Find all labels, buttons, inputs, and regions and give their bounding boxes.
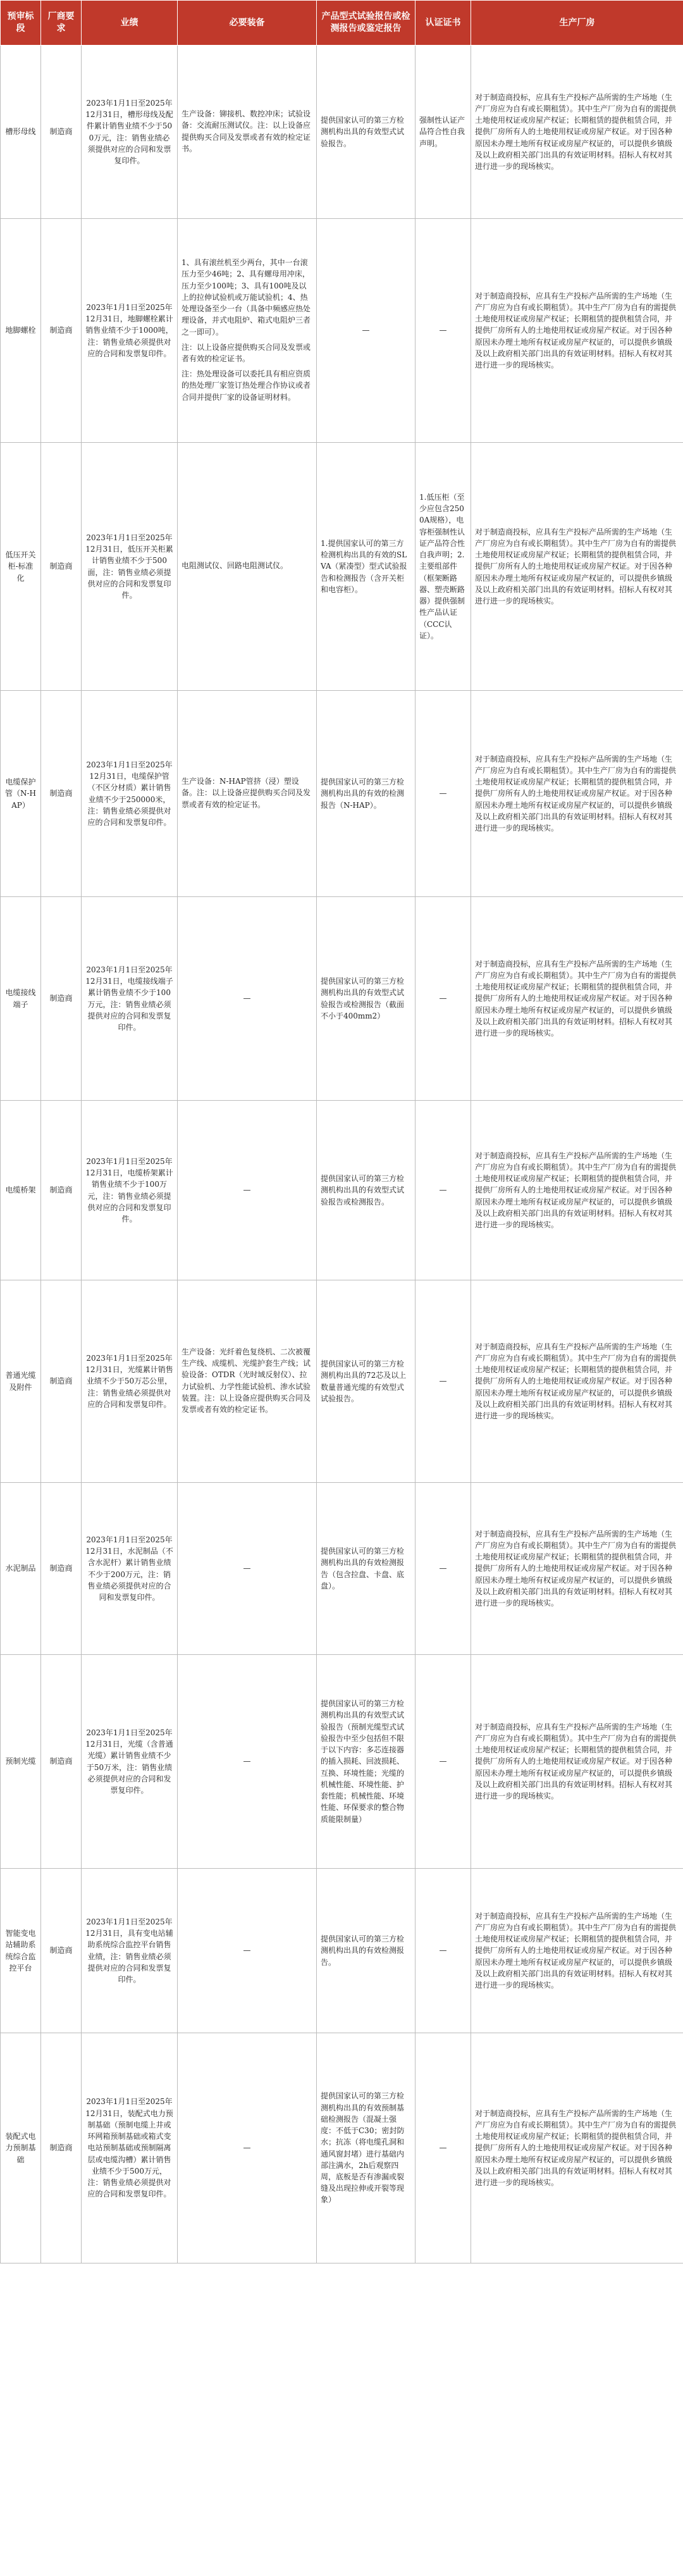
test-report-cell: 提供国家认可的第三方检测机构出具的有效预制基础检测报告（混凝土强度：不低于C30；密封防水；抗冻（将电缆孔洞和通风窗封堵）进行基础内部注满水，2h后观察四周，底板是否有渗漏或裂缝及出现拉伸或开裂等现象） xyxy=(317,2033,415,2263)
certification-cell: — xyxy=(415,219,471,443)
certification-cell: — xyxy=(415,1483,471,1655)
certification-cell: — xyxy=(415,1655,471,1869)
header-performance: 业绩 xyxy=(82,1,178,46)
vendor-requirement-cell: 制造商 xyxy=(41,691,82,897)
header-segment: 预审标段 xyxy=(1,1,41,46)
test-report-cell: 提供国家认可的第三方检测机构出具的有效检测报告（包含拉盘、卡盘、底盘）。 xyxy=(317,1483,415,1655)
equipment-cell xyxy=(178,1483,317,1655)
header-required-equipment: 必要装备 xyxy=(178,1,317,46)
equipment-paragraph: 生产设备：N-HAP管挤（浸）塑设备。注：以上设备应提供购买合同及发票或者有效的检定证书。 xyxy=(182,777,311,809)
performance-cell: 2023年1月1日至2025年12月31日，装配式电力预制基础（预制电缆上井或环网箱预制基础或箱式变电站预制基础或预制隔离层或电缆沟槽）累计销售业绩不少于500万元，注：销售业绩必须提供对应的合同和发票复印件。 xyxy=(82,2033,178,2263)
performance-cell: 2023年1月1日至2025年12月31日，地脚螺栓累计销售业绩不少于1000吨，注：销售业绩必须提供对应的合同和发票复印件。 xyxy=(82,219,178,443)
segment-cell: 装配式电力预制基础 xyxy=(1,2033,41,2263)
certification-cell: 强制性认证产品符合性自我声明。 xyxy=(415,46,471,219)
performance-cell: 2023年1月1日至2025年12月31日，光缆（含普通光缆）累计销售业绩不少于50万米，注：销售业绩必须提供对应的合同和发票复印件。 xyxy=(82,1655,178,1869)
equipment-cell xyxy=(178,46,317,219)
vendor-requirement-cell: 制造商 xyxy=(41,1655,82,1869)
header-factory: 生产厂房 xyxy=(471,1,683,46)
vendor-requirement-cell: 制造商 xyxy=(41,46,82,219)
factory-cell: 对于制造商投标，应具有生产投标产品所需的生产场地（生产厂房应为自有或长期租赁）。其中生产厂房为自有的需提供土地使用权证或房屋产权证；长期租赁的提供租赁合同，并提供厂房所有人的土地使用权证或房屋产权证。对于因各种原因未办理土地所有权证或房屋产权证的，可以提供乡镇级及以上政府相关部门出具的有效证明材料。招标人有权对其进行进一步的现场核实。 xyxy=(471,897,683,1101)
performance-cell: 2023年1月1日至2025年12月31日，电缆桥架累计销售业绩不少于100万元，注：销售业绩必须提供对应的合同和发票复印件。 xyxy=(82,1101,178,1280)
vendor-requirement-cell: 制造商 xyxy=(41,1483,82,1655)
factory-cell: 对于制造商投标，应具有生产投标产品所需的生产场地（生产厂房应为自有或长期租赁）。其中生产厂房为自有的需提供土地使用权证或房屋产权证；长期租赁的提供租赁合同，并提供厂房所有人的土地使用权证或房屋产权证。对于因各种原因未办理土地所有权证或房屋产权证的，可以提供乡镇级及以上政府相关部门出具的有效证明材料。招标人有权对其进行进一步的现场核实。 xyxy=(471,1101,683,1280)
equipment-paragraph: — xyxy=(243,1757,251,1766)
vendor-requirement-cell: 制造商 xyxy=(41,1280,82,1483)
segment-cell: 电缆接线端子 xyxy=(1,897,41,1101)
factory-cell: 对于制造商投标，应具有生产投标产品所需的生产场地（生产厂房应为自有或长期租赁）。其中生产厂房为自有的需提供土地使用权证或房屋产权证；长期租赁的提供租赁合同，并提供厂房所有人的土地使用权证或房屋产权证。对于因各种原因未办理土地所有权证或房屋产权证的，可以提供乡镇级及以上政府相关部门出具的有效证明材料。招标人有权对其进行进一步的现场核实。 xyxy=(471,219,683,443)
segment-cell: 普通光缆及附件 xyxy=(1,1280,41,1483)
certification-cell: — xyxy=(415,1101,471,1280)
vendor-requirement-cell: 制造商 xyxy=(41,1869,82,2033)
vendor-requirement-cell: 制造商 xyxy=(41,219,82,443)
test-report-cell: 提供国家认可的第三方检测机构出具的有效检测报告。 xyxy=(317,1869,415,2033)
factory-cell: 对于制造商投标，应具有生产投标产品所需的生产场地（生产厂房应为自有或长期租赁）。其中生产厂房为自有的需提供土地使用权证或房屋产权证；长期租赁的提供租赁合同，并提供厂房所有人的土地使用权证或房屋产权证。对于因各种原因未办理土地所有权证或房屋产权证的，可以提供乡镇级及以上政府相关部门出具的有效证明材料。招标人有权对其进行进一步的现场核实。 xyxy=(471,1483,683,1655)
table-row xyxy=(1,897,683,1101)
segment-cell: 预制光缆 xyxy=(1,1655,41,1869)
performance-cell: 2023年1月1日至2025年12月31日，低压开关柜累计销售业绩不少于500面，注：销售业绩必须提供对应的合同和发票复印件。 xyxy=(82,443,178,691)
equipment-cell xyxy=(178,897,317,1101)
segment-cell: 低压开关柜-标准化 xyxy=(1,443,41,691)
certification-cell: — xyxy=(415,1869,471,2033)
test-report-cell: 提供国家认可的第三方检测机构出具的有效型式试验报告。 xyxy=(317,46,415,219)
test-report-cell: 提供国家认可的第三方检测机构出具的有效型式试验报告（预制光缆型式试验报告中至少包括但不限于以下内容：多芯连接器的插入损耗、回波损耗、互换、环境性能；光缆的机械性能、环境性能、护套性能；机械性能、环境性能、环保要求的整合物质能限制量） xyxy=(317,1655,415,1869)
table-row xyxy=(1,1280,683,1483)
equipment-cell xyxy=(178,1280,317,1483)
performance-cell: 2023年1月1日至2025年12月31日，槽形母线及配件累计销售业绩不少于500万元，注：销售业绩必须提供对应的合同和发票复印件。 xyxy=(82,46,178,219)
segment-cell: 电缆保护管（N-HAP） xyxy=(1,691,41,897)
test-report-cell: 提供国家认可的第三方检测机构出具的有效型式试验报告或检测报告（截面不小于400mm2） xyxy=(317,897,415,1101)
table-header-row xyxy=(1,1,683,46)
vendor-requirement-cell: 制造商 xyxy=(41,1101,82,1280)
test-report-cell: — xyxy=(317,219,415,443)
vendor-requirement-cell: 制造商 xyxy=(41,2033,82,2263)
table-row xyxy=(1,2033,683,2263)
performance-cell: 2023年1月1日至2025年12月31日，光缆累计销售业绩不少于50万芯公里，注：销售业绩必须提供对应的合同和发票复印件。 xyxy=(82,1280,178,1483)
equipment-paragraph: 注：以上设备应提供购买合同及发票或者有效的检定证书。 xyxy=(182,342,311,363)
vendor-requirement-cell: 制造商 xyxy=(41,443,82,691)
header-test-report: 产品型式试验报告或检测报告或鉴定报告 xyxy=(317,1,415,46)
test-report-cell: 提供国家认可的第三方检测机构出具的有效型式试验报告或检测报告。 xyxy=(317,1101,415,1280)
header-vendor-requirement: 厂商要求 xyxy=(41,1,82,46)
table-row xyxy=(1,1483,683,1655)
header-certification: 认证证书 xyxy=(415,1,471,46)
equipment-cell xyxy=(178,443,317,691)
table-row xyxy=(1,1101,683,1280)
segment-cell: 智能变电站辅助系统综合监控平台 xyxy=(1,1869,41,2033)
factory-cell: 对于制造商投标，应具有生产投标产品所需的生产场地（生产厂房应为自有或长期租赁）。其中生产厂房为自有的需提供土地使用权证或房屋产权证；长期租赁的提供租赁合同，并提供厂房所有人的土地使用权证或房屋产权证。对于因各种原因未办理土地所有权证或房屋产权证的，可以提供乡镇级及以上政府相关部门出具的有效证明材料。招标人有权对其进行进一步的现场核实。 xyxy=(471,2033,683,2263)
factory-cell: 对于制造商投标，应具有生产投标产品所需的生产场地（生产厂房应为自有或长期租赁）。其中生产厂房为自有的需提供土地使用权证或房屋产权证；长期租赁的提供租赁合同，并提供厂房所有人的土地使用权证或房屋产权证。对于因各种原因未办理土地所有权证或房屋产权证的，可以提供乡镇级及以上政府相关部门出具的有效证明材料。招标人有权对其进行进一步的现场核实。 xyxy=(471,1280,683,1483)
equipment-paragraph: 注：热处理设备可以委托具有相应资质的热处理厂家签订热处理合作协议或者合同并提供厂家的设备证明材料。 xyxy=(182,369,311,402)
table-row xyxy=(1,691,683,897)
equipment-paragraph: — xyxy=(243,1186,251,1195)
equipment-paragraph: 电阻测试仪、回路电阻测试仪。 xyxy=(182,561,288,571)
equipment-paragraph: — xyxy=(243,1946,251,1955)
vendor-requirement-cell: 制造商 xyxy=(41,897,82,1101)
table-row xyxy=(1,1869,683,2033)
factory-cell: 对于制造商投标，应具有生产投标产品所需的生产场地（生产厂房应为自有或长期租赁）。其中生产厂房为自有的需提供土地使用权证或房屋产权证；长期租赁的提供租赁合同，并提供厂房所有人的土地使用权证或房屋产权证。对于因各种原因未办理土地所有权证或房屋产权证的，可以提供乡镇级及以上政府相关部门出具的有效证明材料。招标人有权对其进行进一步的现场核实。 xyxy=(471,1655,683,1869)
segment-cell: 槽形母线 xyxy=(1,46,41,219)
segment-cell: 水泥制品 xyxy=(1,1483,41,1655)
performance-cell: 2023年1月1日至2025年12月31日，水泥制品（不含水泥杆）累计销售业绩不少于200万元，注：销售业绩必须提供对应的合同和发票复印件。 xyxy=(82,1483,178,1655)
certification-cell: — xyxy=(415,897,471,1101)
certification-cell: — xyxy=(415,691,471,897)
certification-cell: 1.低压柜（至少应包含2500A规格），电容柜强制性认证产品符合性自我声明；2.主要组部件（框架断路器、塑壳断路器）提供强制性产品认证（CCC认证）。 xyxy=(415,443,471,691)
test-report-cell: 提供国家认可的第三方检测机构出具的有效的检测报告（N-HAP）。 xyxy=(317,691,415,897)
factory-cell: 对于制造商投标，应具有生产投标产品所需的生产场地（生产厂房应为自有或长期租赁）。其中生产厂房为自有的需提供土地使用权证或房屋产权证；长期租赁的提供租赁合同，并提供厂房所有人的土地使用权证或房屋产权证。对于因各种原因未办理土地所有权证或房屋产权证的，可以提供乡镇级及以上政府相关部门出具的有效证明材料。招标人有权对其进行进一步的现场核实。 xyxy=(471,1869,683,2033)
table-row xyxy=(1,1655,683,1869)
table-row xyxy=(1,46,683,219)
equipment-paragraph: — xyxy=(243,994,251,1003)
equipment-paragraph: 1、具有滚丝机至少两台，其中一台滚压力至少46吨；2、具有螺母用冲床，压力至少100吨；3、具有100吨及以上的拉伸试验机或万能试验机；4、热处理设备至少一台（具备中频感应热处理设备，并式电阻炉、箱式电阻炉三者之一即可）。 xyxy=(182,258,311,337)
performance-cell: 2023年1月1日至2025年12月31日，具有变电站辅助系统综合监控平台销售业绩，注：销售业绩必须提供对应的合同和发票复印件。 xyxy=(82,1869,178,2033)
test-report-cell: 1.提供国家认可的第三方检测机构出具的有效的SLVA（紧凑型）型式试验报告和检测报告（含开关柜和电容柜）。 xyxy=(317,443,415,691)
equipment-cell xyxy=(178,1101,317,1280)
certification-cell: — xyxy=(415,2033,471,2263)
equipment-cell xyxy=(178,691,317,897)
equipment-paragraph: — xyxy=(243,2143,251,2153)
segment-cell: 地脚螺栓 xyxy=(1,219,41,443)
table-row xyxy=(1,443,683,691)
equipment-cell xyxy=(178,2033,317,2263)
certification-cell: — xyxy=(415,1280,471,1483)
performance-cell: 2023年1月1日至2025年12月31日，电缆保护管（不区分材质）累计销售业绩不少于250000米，注：销售业绩必须提供对应的合同和发票复印件。 xyxy=(82,691,178,897)
equipment-paragraph: 生产设备：铆接机、数控冲床；试验设备：交流耐压测试仪。注：以上设备应提供购买合同及发票或者有效的检定证书。 xyxy=(182,109,311,153)
factory-cell: 对于制造商投标，应具有生产投标产品所需的生产场地（生产厂房应为自有或长期租赁）。其中生产厂房为自有的需提供土地使用权证或房屋产权证；长期租赁的提供租赁合同，并提供厂房所有人的土地使用权证或房屋产权证。对于因各种原因未办理土地所有权证或房屋产权证的，可以提供乡镇级及以上政府相关部门出具的有效证明材料。招标人有权对其进行进一步的现场核实。 xyxy=(471,443,683,691)
equipment-paragraph: 生产设备：光纤着色复绕机、二次被覆生产线、成缆机、光缆护套生产线；试验设备：OTDR（光时域反射仪）、拉力试验机、力学性能试验机、渗水试验装置。注：以上设备应提供购买合同及发票或者有效的检定证书。 xyxy=(182,1347,311,1414)
equipment-cell xyxy=(178,1869,317,2033)
segment-cell: 电缆桥架 xyxy=(1,1101,41,1280)
test-report-cell: 提供国家认可的第三方检测机构出具的72芯及以上数量普通光缆的有效型式试验报告。 xyxy=(317,1280,415,1483)
table-row xyxy=(1,219,683,443)
equipment-paragraph: — xyxy=(243,1564,251,1573)
equipment-cell xyxy=(178,219,317,443)
equipment-cell xyxy=(178,1655,317,1869)
performance-cell: 2023年1月1日至2025年12月31日，电缆接线端子累计销售业绩不少于100万元，注：销售业绩必须提供对应的合同和发票复印件。 xyxy=(82,897,178,1101)
factory-cell: 对于制造商投标，应具有生产投标产品所需的生产场地（生产厂房应为自有或长期租赁）。其中生产厂房为自有的需提供土地使用权证或房屋产权证；长期租赁的提供租赁合同，并提供厂房所有人的土地使用权证或房屋产权证。对于因各种原因未办理土地所有权证或房屋产权证的，可以提供乡镇级及以上政府相关部门出具的有效证明材料。招标人有权对其进行进一步的现场核实。 xyxy=(471,691,683,897)
factory-cell: 对于制造商投标，应具有生产投标产品所需的生产场地（生产厂房应为自有或长期租赁）。其中生产厂房为自有的需提供土地使用权证或房屋产权证；长期租赁的提供租赁合同，并提供厂房所有人的土地使用权证或房屋产权证。对于因各种原因未办理土地所有权证或房屋产权证的，可以提供乡镇级及以上政府相关部门出具的有效证明材料。招标人有权对其进行进一步的现场核实。 xyxy=(471,46,683,219)
